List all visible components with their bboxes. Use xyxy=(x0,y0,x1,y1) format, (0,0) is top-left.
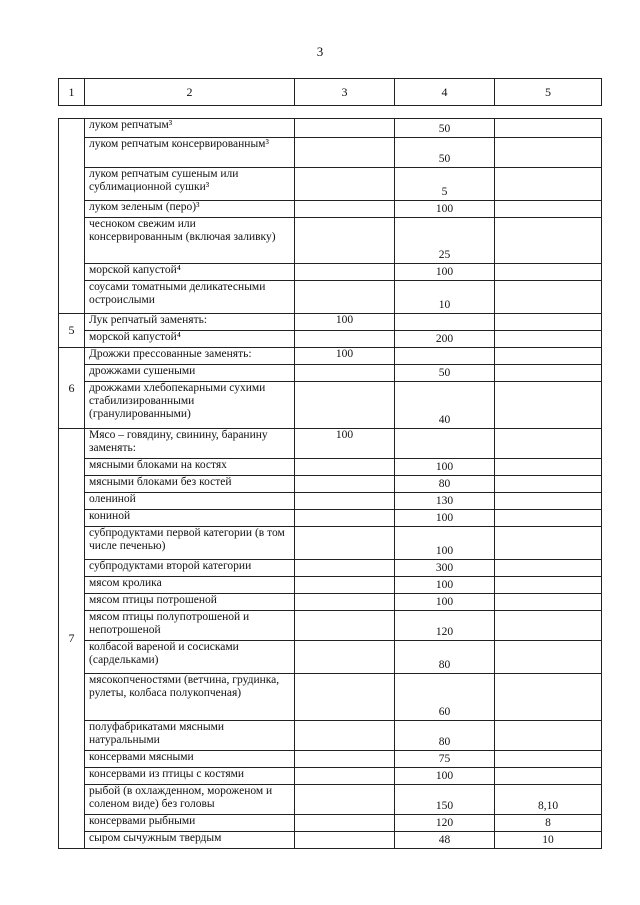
value-cell-col5 xyxy=(495,264,602,281)
value-cell-col5 xyxy=(495,138,602,168)
value-cell-col4: 80 xyxy=(395,641,495,674)
value-cell-col3 xyxy=(295,459,395,476)
table-row xyxy=(59,721,602,751)
value-cell-col3 xyxy=(295,721,395,751)
table-row xyxy=(59,138,602,168)
table-row xyxy=(59,641,602,674)
value-cell-col4: 100 xyxy=(395,594,495,611)
table-row xyxy=(59,382,602,429)
value-cell-col4: 5 xyxy=(395,168,495,201)
value-cell-col3 xyxy=(295,785,395,815)
value-cell-col5 xyxy=(495,751,602,768)
table-row xyxy=(59,768,602,785)
value-cell-col4: 100 xyxy=(395,459,495,476)
table-row xyxy=(59,815,602,832)
product-name-cell: мясными блоками без костей xyxy=(85,476,295,493)
page-number: 3 xyxy=(316,44,324,59)
product-name-cell: Лук репчатый заменять: xyxy=(85,314,295,331)
table-row xyxy=(59,751,602,768)
value-cell-col4: 100 xyxy=(395,577,495,594)
value-cell-col3 xyxy=(295,611,395,641)
product-name-cell: морской капустой⁴ xyxy=(85,331,295,348)
product-name-cell: олениной xyxy=(85,493,295,510)
value-cell-col5 xyxy=(495,768,602,785)
value-cell-col5: 8 xyxy=(495,815,602,832)
value-cell-col5 xyxy=(495,674,602,721)
value-cell-col3 xyxy=(295,560,395,577)
value-cell-col5 xyxy=(495,611,602,641)
table-row xyxy=(59,594,602,611)
table-row xyxy=(59,218,602,264)
product-name-cell: Дрожжи прессованные заменять: xyxy=(85,348,295,365)
value-cell-col4: 100 xyxy=(395,510,495,527)
product-name-cell: мясными блоками на костях xyxy=(85,459,295,476)
table-row xyxy=(59,429,602,459)
group-number-cell: 6 xyxy=(59,348,85,429)
value-cell-col5 xyxy=(495,641,602,674)
value-cell-col4: 200 xyxy=(395,331,495,348)
value-cell-col4: 10 xyxy=(395,281,495,314)
value-cell-col5 xyxy=(495,382,602,429)
table-row xyxy=(59,365,602,382)
value-cell-col4: 100 xyxy=(395,201,495,218)
value-cell-col3 xyxy=(295,365,395,382)
value-cell-col5 xyxy=(495,476,602,493)
value-cell-col4: 50 xyxy=(395,119,495,138)
value-cell-col3 xyxy=(295,751,395,768)
value-cell-col3 xyxy=(295,527,395,560)
value-cell-col3: 100 xyxy=(295,429,395,459)
value-cell-col5 xyxy=(495,510,602,527)
table-row xyxy=(59,348,602,365)
table-row xyxy=(59,201,602,218)
value-cell-col4: 300 xyxy=(395,560,495,577)
table-row xyxy=(59,560,602,577)
product-name-cell: чесноком свежим или консервированным (включая заливку) xyxy=(85,218,295,264)
column-header-4: 4 xyxy=(395,79,495,106)
value-cell-col5 xyxy=(495,218,602,264)
value-cell-col3 xyxy=(295,594,395,611)
table-row xyxy=(59,314,602,331)
value-cell-col3 xyxy=(295,510,395,527)
value-cell-col3 xyxy=(295,218,395,264)
product-name-cell: субпродуктами второй категории xyxy=(85,560,295,577)
value-cell-col4 xyxy=(395,348,495,365)
product-name-cell: сыром сычужным твердым xyxy=(85,832,295,849)
value-cell-col3: 100 xyxy=(295,314,395,331)
value-cell-col3 xyxy=(295,138,395,168)
value-cell-col5 xyxy=(495,560,602,577)
value-cell-col3 xyxy=(295,476,395,493)
value-cell-col3 xyxy=(295,119,395,138)
column-header-table xyxy=(58,78,602,106)
table-row xyxy=(59,281,602,314)
product-name-cell: консервами рыбными xyxy=(85,815,295,832)
value-cell-col4: 75 xyxy=(395,751,495,768)
value-cell-col4: 120 xyxy=(395,815,495,832)
value-cell-col5 xyxy=(495,348,602,365)
substitution-table xyxy=(58,118,602,849)
value-cell-col3 xyxy=(295,768,395,785)
table-row xyxy=(59,331,602,348)
product-name-cell: полуфабрикатами мясными натуральными xyxy=(85,721,295,751)
table-row xyxy=(59,119,602,138)
column-header-1: 1 xyxy=(59,79,85,106)
table-row xyxy=(59,476,602,493)
value-cell-col3 xyxy=(295,201,395,218)
product-name-cell: мясом птицы потрошеной xyxy=(85,594,295,611)
product-name-cell: мясом птицы полупотрошеной и непотрошеной xyxy=(85,611,295,641)
value-cell-col5 xyxy=(495,201,602,218)
product-name-cell: Мясо – говядину, свинину, баранину заменять: xyxy=(85,429,295,459)
value-cell-col4 xyxy=(395,314,495,331)
group-number-cell: 5 xyxy=(59,314,85,348)
value-cell-col4: 120 xyxy=(395,611,495,641)
column-header-2: 2 xyxy=(85,79,295,106)
product-name-cell: морской капустой⁴ xyxy=(85,264,295,281)
value-cell-col5 xyxy=(495,331,602,348)
value-cell-col3 xyxy=(295,674,395,721)
value-cell-col5 xyxy=(495,527,602,560)
value-cell-col5: 10 xyxy=(495,832,602,849)
table-row xyxy=(59,785,602,815)
value-cell-col4: 100 xyxy=(395,264,495,281)
value-cell-col4: 100 xyxy=(395,768,495,785)
product-name-cell: дрожжами хлебопекарными сухими стабилизированными (гранулированными) xyxy=(85,382,295,429)
value-cell-col5 xyxy=(495,459,602,476)
product-name-cell: луком репчатым сушеным или сублимационной сушки³ xyxy=(85,168,295,201)
value-cell-col4: 130 xyxy=(395,493,495,510)
value-cell-col4: 50 xyxy=(395,365,495,382)
value-cell-col3 xyxy=(295,382,395,429)
value-cell-col5 xyxy=(495,314,602,331)
product-name-cell: луком репчатым³ xyxy=(85,119,295,138)
product-name-cell: луком репчатым консервированным³ xyxy=(85,138,295,168)
value-cell-col4: 100 xyxy=(395,527,495,560)
column-header-5: 5 xyxy=(495,79,602,106)
product-name-cell: колбасой вареной и сосисками (сардельками) xyxy=(85,641,295,674)
group-number-cell: 7 xyxy=(59,429,85,849)
value-cell-col3 xyxy=(295,264,395,281)
value-cell-col3 xyxy=(295,281,395,314)
value-cell-col3 xyxy=(295,168,395,201)
value-cell-col5 xyxy=(495,119,602,138)
product-name-cell: соусами томатными деликатесными остроислыми xyxy=(85,281,295,314)
value-cell-col4: 60 xyxy=(395,674,495,721)
value-cell-col5 xyxy=(495,365,602,382)
value-cell-col5: 8,10 xyxy=(495,785,602,815)
value-cell-col4 xyxy=(395,429,495,459)
table-row xyxy=(59,168,602,201)
product-name-cell: субпродуктами первой категории (в том числе печенью) xyxy=(85,527,295,560)
product-name-cell: мясокопченостями (ветчина, грудинка, рулеты, колбаса полукопченая) xyxy=(85,674,295,721)
value-cell-col4: 40 xyxy=(395,382,495,429)
value-cell-col5 xyxy=(495,493,602,510)
value-cell-col4: 48 xyxy=(395,832,495,849)
value-cell-col4: 80 xyxy=(395,721,495,751)
value-cell-col5 xyxy=(495,168,602,201)
value-cell-col5 xyxy=(495,577,602,594)
table-row xyxy=(59,832,602,849)
value-cell-col4: 80 xyxy=(395,476,495,493)
table-row xyxy=(59,577,602,594)
table-row xyxy=(59,611,602,641)
table-row xyxy=(59,510,602,527)
value-cell-col3 xyxy=(295,815,395,832)
value-cell-col3: 100 xyxy=(295,348,395,365)
value-cell-col5 xyxy=(495,721,602,751)
product-name-cell: консервами из птицы с костями xyxy=(85,768,295,785)
value-cell-col4: 50 xyxy=(395,138,495,168)
value-cell-col3 xyxy=(295,641,395,674)
value-cell-col5 xyxy=(495,281,602,314)
value-cell-col4: 150 xyxy=(395,785,495,815)
table-row xyxy=(59,459,602,476)
value-cell-col3 xyxy=(295,331,395,348)
product-name-cell: консервами мясными xyxy=(85,751,295,768)
value-cell-col3 xyxy=(295,832,395,849)
table-row xyxy=(59,264,602,281)
value-cell-col4: 25 xyxy=(395,218,495,264)
value-cell-col5 xyxy=(495,594,602,611)
value-cell-col3 xyxy=(295,493,395,510)
product-name-cell: кониной xyxy=(85,510,295,527)
table-row xyxy=(59,674,602,721)
product-name-cell: дрожжами сушеными xyxy=(85,365,295,382)
table-row xyxy=(59,493,602,510)
product-name-cell: рыбой (в охлажденном, мороженом и соленом виде) без головы xyxy=(85,785,295,815)
group-number-cell xyxy=(59,119,85,314)
column-header-3: 3 xyxy=(295,79,395,106)
table-row xyxy=(59,527,602,560)
product-name-cell: мясом кролика xyxy=(85,577,295,594)
value-cell-col3 xyxy=(295,577,395,594)
column-header-row xyxy=(59,79,602,106)
value-cell-col5 xyxy=(495,429,602,459)
product-name-cell: луком зеленым (перо)³ xyxy=(85,201,295,218)
